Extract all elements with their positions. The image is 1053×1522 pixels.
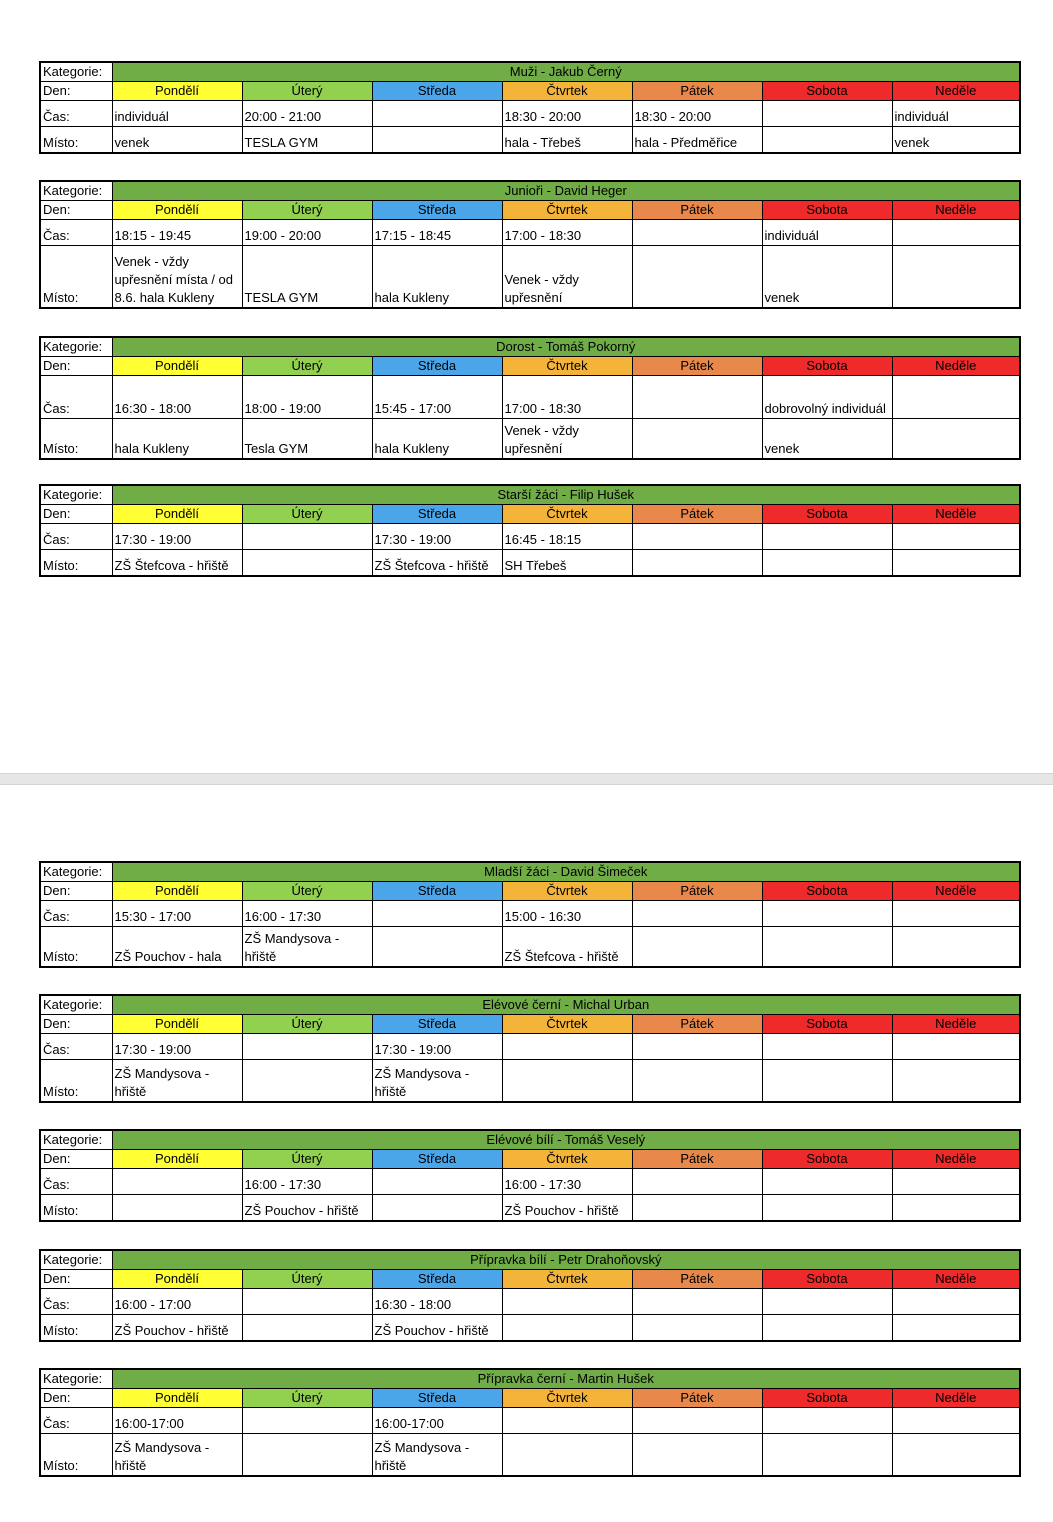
place-cell: ZŠ Pouchov - hřiště bbox=[502, 1195, 632, 1221]
day-header-ctvrtek: Čtvrtek bbox=[502, 882, 632, 901]
place-cell bbox=[762, 1060, 892, 1102]
place-cell bbox=[242, 550, 372, 576]
category-title: Přípravka černí - Martin Hušek bbox=[112, 1369, 1020, 1389]
place-cell bbox=[762, 127, 892, 153]
time-cell: 17:30 - 19:00 bbox=[372, 1034, 502, 1060]
day-header-utery: Úterý bbox=[242, 201, 372, 220]
time-label: Čas: bbox=[40, 1408, 112, 1434]
place-label: Místo: bbox=[40, 927, 112, 967]
time-cell bbox=[762, 1408, 892, 1434]
day-label: Den: bbox=[40, 1150, 112, 1169]
time-cell: 20:00 - 21:00 bbox=[242, 101, 372, 127]
place-cell bbox=[632, 246, 762, 308]
day-header-streda: Středa bbox=[372, 201, 502, 220]
place-cell: hala Kukleny bbox=[372, 419, 502, 459]
day-header-sobota: Sobota bbox=[762, 1389, 892, 1408]
day-label: Den: bbox=[40, 82, 112, 101]
day-header-streda: Středa bbox=[372, 505, 502, 524]
day-header-sobota: Sobota bbox=[762, 1150, 892, 1169]
day-header-streda: Středa bbox=[372, 357, 502, 376]
category-label: Kategorie: bbox=[40, 1369, 112, 1389]
day-header-sobota: Sobota bbox=[762, 1270, 892, 1289]
schedule-table-mladsi-zaci bbox=[39, 861, 1021, 968]
place-cell bbox=[762, 1315, 892, 1341]
time-cell: dobrovolný individuál bbox=[762, 376, 892, 419]
place-cell: venek bbox=[762, 419, 892, 459]
place-cell bbox=[632, 1195, 762, 1221]
day-header-sobota: Sobota bbox=[762, 357, 892, 376]
time-cell bbox=[502, 1289, 632, 1315]
category-label: Kategorie: bbox=[40, 1130, 112, 1150]
day-header-utery: Úterý bbox=[242, 505, 372, 524]
time-label: Čas: bbox=[40, 101, 112, 127]
category-label: Kategorie: bbox=[40, 337, 112, 357]
schedule-table-starsi-zaci bbox=[39, 484, 1021, 577]
time-cell: 16:00 - 17:00 bbox=[112, 1289, 242, 1315]
place-cell: hala Kukleny bbox=[372, 246, 502, 308]
place-cell bbox=[242, 1060, 372, 1102]
day-header-utery: Úterý bbox=[242, 1150, 372, 1169]
time-cell: 19:00 - 20:00 bbox=[242, 220, 372, 246]
time-cell bbox=[372, 901, 502, 927]
place-cell: ZŠ Štefcova - hřiště bbox=[112, 550, 242, 576]
day-header-sobota: Sobota bbox=[762, 201, 892, 220]
place-cell bbox=[632, 1060, 762, 1102]
place-cell: ZŠ Pouchov - hala bbox=[112, 927, 242, 967]
day-header-utery: Úterý bbox=[242, 1389, 372, 1408]
time-cell bbox=[632, 1408, 762, 1434]
category-label: Kategorie: bbox=[40, 181, 112, 201]
day-header-ctvrtek: Čtvrtek bbox=[502, 505, 632, 524]
time-cell bbox=[892, 376, 1020, 419]
schedule-table-juniori bbox=[39, 180, 1021, 309]
category-label: Kategorie: bbox=[40, 1250, 112, 1270]
category-label: Kategorie: bbox=[40, 995, 112, 1015]
place-cell: hala Kukleny bbox=[112, 419, 242, 459]
day-header-ctvrtek: Čtvrtek bbox=[502, 1270, 632, 1289]
page-break bbox=[0, 773, 1053, 785]
day-header-sobota: Sobota bbox=[762, 882, 892, 901]
time-cell bbox=[502, 1408, 632, 1434]
time-cell bbox=[372, 1169, 502, 1195]
time-cell: 16:45 - 18:15 bbox=[502, 524, 632, 550]
place-cell bbox=[372, 127, 502, 153]
day-header-ctvrtek: Čtvrtek bbox=[502, 1389, 632, 1408]
time-cell: individuál bbox=[892, 101, 1020, 127]
day-header-nedele: Neděle bbox=[892, 357, 1020, 376]
schedule-table-dorost bbox=[39, 336, 1021, 460]
schedule-table-pripravka-cerni bbox=[39, 1368, 1021, 1477]
day-header-utery: Úterý bbox=[242, 1270, 372, 1289]
place-cell: TESLA GYM bbox=[242, 127, 372, 153]
day-header-nedele: Neděle bbox=[892, 201, 1020, 220]
day-header-nedele: Neděle bbox=[892, 82, 1020, 101]
place-label: Místo: bbox=[40, 419, 112, 459]
day-label: Den: bbox=[40, 1389, 112, 1408]
day-header-pondeli: Pondělí bbox=[112, 201, 242, 220]
schedule-table-elevove-cerni bbox=[39, 994, 1021, 1103]
day-header-sobota: Sobota bbox=[762, 82, 892, 101]
time-cell bbox=[762, 101, 892, 127]
time-cell bbox=[242, 1408, 372, 1434]
place-cell: TESLA GYM bbox=[242, 246, 372, 308]
category-title: Mladší žáci - David Šimeček bbox=[112, 862, 1020, 882]
time-cell bbox=[892, 1289, 1020, 1315]
time-cell bbox=[632, 1034, 762, 1060]
day-header-patek: Pátek bbox=[632, 1015, 762, 1034]
day-label: Den: bbox=[40, 357, 112, 376]
day-header-utery: Úterý bbox=[242, 357, 372, 376]
time-label: Čas: bbox=[40, 1289, 112, 1315]
place-cell: Tesla GYM bbox=[242, 419, 372, 459]
day-header-pondeli: Pondělí bbox=[112, 1015, 242, 1034]
day-header-streda: Středa bbox=[372, 882, 502, 901]
time-cell bbox=[632, 220, 762, 246]
place-cell: hala - Třebeš bbox=[502, 127, 632, 153]
day-header-pondeli: Pondělí bbox=[112, 505, 242, 524]
place-cell bbox=[632, 1315, 762, 1341]
place-cell bbox=[762, 1434, 892, 1476]
place-cell: SH Třebeš bbox=[502, 550, 632, 576]
day-header-ctvrtek: Čtvrtek bbox=[502, 201, 632, 220]
time-cell: 16:00 - 17:30 bbox=[242, 1169, 372, 1195]
time-cell bbox=[372, 101, 502, 127]
schedule-table-muzi bbox=[39, 61, 1021, 154]
time-cell: 17:00 - 18:30 bbox=[502, 376, 632, 419]
day-header-pondeli: Pondělí bbox=[112, 357, 242, 376]
time-cell: 15:30 - 17:00 bbox=[112, 901, 242, 927]
time-cell: 18:30 - 20:00 bbox=[502, 101, 632, 127]
time-label: Čas: bbox=[40, 376, 112, 419]
place-cell bbox=[762, 550, 892, 576]
place-label: Místo: bbox=[40, 127, 112, 153]
place-cell bbox=[892, 1195, 1020, 1221]
day-header-patek: Pátek bbox=[632, 882, 762, 901]
time-label: Čas: bbox=[40, 1169, 112, 1195]
place-cell bbox=[372, 1195, 502, 1221]
time-cell: 16:30 - 18:00 bbox=[372, 1289, 502, 1315]
place-label: Místo: bbox=[40, 1195, 112, 1221]
day-header-streda: Středa bbox=[372, 82, 502, 101]
place-cell bbox=[762, 927, 892, 967]
time-cell bbox=[242, 1289, 372, 1315]
day-header-patek: Pátek bbox=[632, 357, 762, 376]
place-cell bbox=[892, 419, 1020, 459]
time-cell bbox=[762, 1289, 892, 1315]
place-cell: ZŠ Mandysova - hřiště bbox=[242, 927, 372, 967]
place-cell bbox=[112, 1195, 242, 1221]
day-header-pondeli: Pondělí bbox=[112, 1270, 242, 1289]
place-cell bbox=[892, 1434, 1020, 1476]
category-label: Kategorie: bbox=[40, 862, 112, 882]
time-cell: 18:00 - 19:00 bbox=[242, 376, 372, 419]
place-cell bbox=[242, 1434, 372, 1476]
day-header-pondeli: Pondělí bbox=[112, 882, 242, 901]
place-label: Místo: bbox=[40, 550, 112, 576]
day-header-nedele: Neděle bbox=[892, 1270, 1020, 1289]
time-cell: individuál bbox=[762, 220, 892, 246]
day-header-utery: Úterý bbox=[242, 882, 372, 901]
time-label: Čas: bbox=[40, 220, 112, 246]
day-header-patek: Pátek bbox=[632, 201, 762, 220]
day-header-streda: Středa bbox=[372, 1270, 502, 1289]
place-cell bbox=[892, 1315, 1020, 1341]
schedule-table-elevove-bili bbox=[39, 1129, 1021, 1222]
day-header-ctvrtek: Čtvrtek bbox=[502, 1150, 632, 1169]
time-cell bbox=[632, 1169, 762, 1195]
time-cell bbox=[762, 901, 892, 927]
time-cell bbox=[112, 1169, 242, 1195]
day-header-patek: Pátek bbox=[632, 505, 762, 524]
place-cell: ZŠ Pouchov - hřiště bbox=[112, 1315, 242, 1341]
day-header-nedele: Neděle bbox=[892, 882, 1020, 901]
place-cell bbox=[632, 1434, 762, 1476]
place-cell: ZŠ Štefcova - hřiště bbox=[502, 927, 632, 967]
day-label: Den: bbox=[40, 1270, 112, 1289]
time-cell: 17:30 - 19:00 bbox=[112, 1034, 242, 1060]
time-cell: 17:00 - 18:30 bbox=[502, 220, 632, 246]
schedule-table-pripravka-bili bbox=[39, 1249, 1021, 1342]
place-cell: venek bbox=[112, 127, 242, 153]
category-title: Dorost - Tomáš Pokorný bbox=[112, 337, 1020, 357]
place-label: Místo: bbox=[40, 246, 112, 308]
day-header-nedele: Neděle bbox=[892, 1150, 1020, 1169]
category-title: Přípravka bílí - Petr Drahoňovský bbox=[112, 1250, 1020, 1270]
day-header-patek: Pátek bbox=[632, 1150, 762, 1169]
time-label: Čas: bbox=[40, 524, 112, 550]
day-header-streda: Středa bbox=[372, 1015, 502, 1034]
day-header-utery: Úterý bbox=[242, 1015, 372, 1034]
time-cell: 16:00-17:00 bbox=[112, 1408, 242, 1434]
time-cell: 16:00 - 17:30 bbox=[242, 901, 372, 927]
place-cell: ZŠ Mandysova - hřiště bbox=[372, 1434, 502, 1476]
day-label: Den: bbox=[40, 201, 112, 220]
day-label: Den: bbox=[40, 882, 112, 901]
day-header-utery: Úterý bbox=[242, 82, 372, 101]
time-cell bbox=[762, 1169, 892, 1195]
time-cell bbox=[632, 1289, 762, 1315]
day-header-nedele: Neděle bbox=[892, 505, 1020, 524]
time-cell bbox=[892, 524, 1020, 550]
category-title: Elévové bílí - Tomáš Veselý bbox=[112, 1130, 1020, 1150]
place-cell: Venek - vždy upřesnění bbox=[502, 246, 632, 308]
place-cell bbox=[502, 1060, 632, 1102]
time-cell bbox=[892, 1169, 1020, 1195]
time-cell: 17:30 - 19:00 bbox=[112, 524, 242, 550]
time-cell bbox=[892, 1034, 1020, 1060]
time-cell: 15:00 - 16:30 bbox=[502, 901, 632, 927]
time-cell: 18:15 - 19:45 bbox=[112, 220, 242, 246]
time-cell bbox=[242, 524, 372, 550]
place-cell: ZŠ Mandysova - hřiště bbox=[372, 1060, 502, 1102]
place-cell bbox=[502, 1434, 632, 1476]
time-label: Čas: bbox=[40, 901, 112, 927]
place-cell bbox=[762, 1195, 892, 1221]
time-cell bbox=[892, 220, 1020, 246]
day-header-streda: Středa bbox=[372, 1389, 502, 1408]
time-cell bbox=[632, 901, 762, 927]
time-label: Čas: bbox=[40, 1034, 112, 1060]
place-cell bbox=[372, 927, 502, 967]
time-cell: 17:30 - 19:00 bbox=[372, 524, 502, 550]
category-title: Muži - Jakub Černý bbox=[112, 62, 1020, 82]
day-header-patek: Pátek bbox=[632, 1270, 762, 1289]
category-title: Junioři - David Heger bbox=[112, 181, 1020, 201]
place-cell bbox=[242, 1315, 372, 1341]
day-label: Den: bbox=[40, 505, 112, 524]
day-label: Den: bbox=[40, 1015, 112, 1034]
place-cell bbox=[632, 550, 762, 576]
time-cell bbox=[762, 524, 892, 550]
place-cell bbox=[892, 1060, 1020, 1102]
place-cell bbox=[892, 246, 1020, 308]
place-label: Místo: bbox=[40, 1060, 112, 1102]
place-cell: ZŠ Štefcova - hřiště bbox=[372, 550, 502, 576]
time-cell bbox=[502, 1034, 632, 1060]
time-cell: 17:15 - 18:45 bbox=[372, 220, 502, 246]
place-cell: ZŠ Mandysova - hřiště bbox=[112, 1060, 242, 1102]
time-cell: 16:00-17:00 bbox=[372, 1408, 502, 1434]
day-header-ctvrtek: Čtvrtek bbox=[502, 1015, 632, 1034]
place-label: Místo: bbox=[40, 1434, 112, 1476]
day-header-ctvrtek: Čtvrtek bbox=[502, 82, 632, 101]
day-header-pondeli: Pondělí bbox=[112, 1389, 242, 1408]
place-cell bbox=[892, 550, 1020, 576]
day-header-pondeli: Pondělí bbox=[112, 82, 242, 101]
time-cell: 16:30 - 18:00 bbox=[112, 376, 242, 419]
place-cell: venek bbox=[762, 246, 892, 308]
time-cell bbox=[892, 901, 1020, 927]
category-label: Kategorie: bbox=[40, 62, 112, 82]
time-cell: 15:45 - 17:00 bbox=[372, 376, 502, 419]
time-cell bbox=[632, 524, 762, 550]
place-cell bbox=[892, 927, 1020, 967]
day-header-nedele: Neděle bbox=[892, 1015, 1020, 1034]
place-cell bbox=[502, 1315, 632, 1341]
day-header-streda: Středa bbox=[372, 1150, 502, 1169]
place-cell: ZŠ Pouchov - hřiště bbox=[242, 1195, 372, 1221]
category-label: Kategorie: bbox=[40, 485, 112, 505]
place-cell: ZŠ Mandysova - hřiště bbox=[112, 1434, 242, 1476]
time-cell: 16:00 - 17:30 bbox=[502, 1169, 632, 1195]
time-cell bbox=[892, 1408, 1020, 1434]
place-cell: venek bbox=[892, 127, 1020, 153]
day-header-sobota: Sobota bbox=[762, 505, 892, 524]
place-cell: hala - Předměřice bbox=[632, 127, 762, 153]
day-header-pondeli: Pondělí bbox=[112, 1150, 242, 1169]
place-cell bbox=[632, 927, 762, 967]
time-cell bbox=[632, 376, 762, 419]
time-cell bbox=[242, 1034, 372, 1060]
time-cell: individuál bbox=[112, 101, 242, 127]
place-cell: Venek - vždy upřesnění místa / od 8.6. hala Kukleny bbox=[112, 246, 242, 308]
day-header-ctvrtek: Čtvrtek bbox=[502, 357, 632, 376]
day-header-patek: Pátek bbox=[632, 1389, 762, 1408]
place-cell bbox=[632, 419, 762, 459]
time-cell: 18:30 - 20:00 bbox=[632, 101, 762, 127]
place-cell: ZŠ Pouchov - hřiště bbox=[372, 1315, 502, 1341]
day-header-sobota: Sobota bbox=[762, 1015, 892, 1034]
category-title: Starší žáci - Filip Hušek bbox=[112, 485, 1020, 505]
category-title: Elévové černí - Michal Urban bbox=[112, 995, 1020, 1015]
day-header-patek: Pátek bbox=[632, 82, 762, 101]
day-header-nedele: Neděle bbox=[892, 1389, 1020, 1408]
place-cell: Venek - vždy upřesnění bbox=[502, 419, 632, 459]
time-cell bbox=[762, 1034, 892, 1060]
place-label: Místo: bbox=[40, 1315, 112, 1341]
